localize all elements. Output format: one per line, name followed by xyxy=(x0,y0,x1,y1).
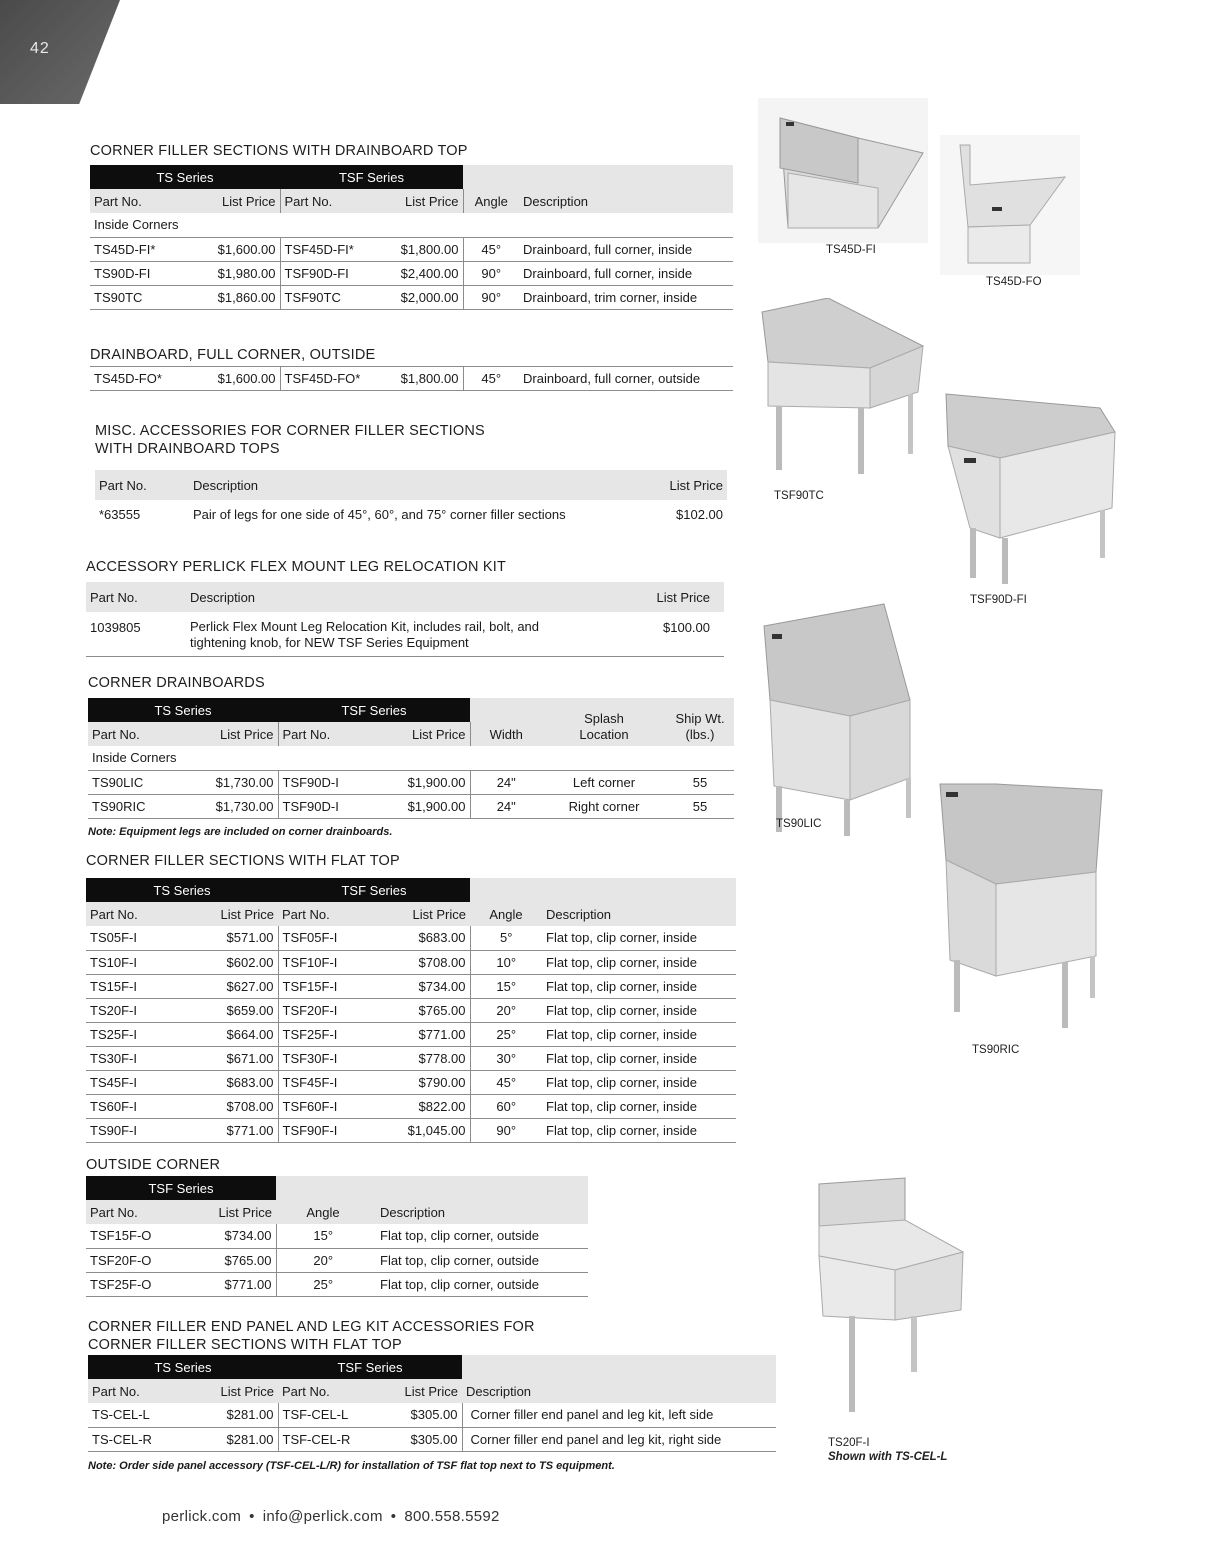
cell: TSF45D-FI* xyxy=(280,237,383,261)
footer-phone: 800.558.5592 xyxy=(404,1508,500,1525)
tsf-series-header: TSF Series xyxy=(278,1355,462,1379)
corner-drainboards-table xyxy=(88,698,734,819)
table-row xyxy=(86,1118,736,1142)
cell: 25° xyxy=(276,1272,370,1296)
section-title: CORNER FILLER SECTIONS WITH FLAT TOP xyxy=(88,1337,402,1353)
cell: $664.00 xyxy=(192,1022,278,1046)
cell: $571.00 xyxy=(192,926,278,950)
table-row xyxy=(86,1046,736,1070)
cell: $765.00 xyxy=(192,1248,276,1272)
cell: TSF45F-I xyxy=(278,1070,386,1094)
outside-corner-section xyxy=(86,1156,588,1297)
product-image-tsf90tc xyxy=(758,298,938,478)
cell: TS90LIC xyxy=(88,770,192,794)
cell: TS-CEL-R xyxy=(88,1427,190,1451)
section-title: CORNER FILLER SECTIONS WITH DRAINBOARD TOP xyxy=(90,143,468,159)
table-row xyxy=(86,998,736,1022)
col-header: Width xyxy=(470,722,542,746)
section-title: WITH DRAINBOARD TOPS xyxy=(95,441,280,457)
ship-header xyxy=(666,698,734,746)
table-row xyxy=(86,1022,736,1046)
cell: TS45D-FO* xyxy=(90,367,196,391)
col-header: List Price xyxy=(386,902,470,926)
misc-table xyxy=(95,470,727,528)
col-header: List Price xyxy=(383,189,463,213)
cell: Flat top, clip corner, inside xyxy=(542,1070,736,1094)
cell: $2,000.00 xyxy=(383,285,463,309)
cell: 15° xyxy=(470,974,542,998)
cell: TS90D-FI xyxy=(90,261,196,285)
cell: TS45F-I xyxy=(86,1070,192,1094)
col-header: Location xyxy=(579,727,629,742)
corner-drainboard-left-illustration xyxy=(760,600,920,840)
cell: 24" xyxy=(470,794,542,818)
cell: TSF20F-I xyxy=(278,998,386,1022)
cell: $281.00 xyxy=(190,1403,278,1427)
header-filler xyxy=(276,1176,588,1200)
cell: TS60F-I xyxy=(86,1094,192,1118)
outside-drainboard-section xyxy=(90,346,733,391)
outside-corner-table xyxy=(86,1176,588,1297)
cell: Flat top, clip corner, inside xyxy=(542,926,736,950)
cell: 45° xyxy=(463,237,519,261)
cell: TSF10F-I xyxy=(278,950,386,974)
section-title: ACCESSORY PERLICK FLEX MOUNT LEG RELOCATION KIT xyxy=(86,559,507,575)
table-row xyxy=(86,1070,736,1094)
ts-series-header: TS Series xyxy=(90,165,280,189)
cell: TS90TC xyxy=(90,285,196,309)
col-header: Part No. xyxy=(88,1379,190,1403)
cell: $708.00 xyxy=(192,1094,278,1118)
cell: Drainboard, full corner, inside xyxy=(519,237,733,261)
flex-mount-table xyxy=(86,582,724,657)
cell: $305.00 xyxy=(382,1427,462,1451)
ts-series-header: TS Series xyxy=(88,1355,278,1379)
cell: TSF45D-FO* xyxy=(280,367,383,391)
subhead: Inside Corners xyxy=(90,213,733,237)
cell: 60° xyxy=(470,1094,542,1118)
cell: TSF-CEL-L xyxy=(278,1403,382,1427)
header-filler xyxy=(470,698,542,722)
cell: TS15F-I xyxy=(86,974,192,998)
flat-top-corner-illustration xyxy=(815,1174,965,1434)
table-row xyxy=(86,1272,588,1296)
cell: TSF90D-I xyxy=(278,770,388,794)
cell: $100.00 xyxy=(663,620,710,635)
cell: TSF30F-I xyxy=(278,1046,386,1070)
splash-header xyxy=(542,698,666,746)
product-image-ts20f-i xyxy=(815,1174,965,1434)
footer-email-link[interactable]: info@perlick.com xyxy=(262,1508,383,1525)
table-row xyxy=(86,926,736,950)
desc-line: Perlick Flex Mount Leg Relocation Kit, includes rail, bolt, and xyxy=(190,619,540,634)
table-row xyxy=(86,974,736,998)
cell: TSF05F-I xyxy=(278,926,386,950)
cell: $683.00 xyxy=(192,1070,278,1094)
cell: 90° xyxy=(463,285,519,309)
cell: Pair of legs for one side of 45°, 60°, and 75° corner filler sections xyxy=(193,506,566,522)
outside-corner-body xyxy=(86,1224,588,1296)
table-row xyxy=(86,1224,588,1248)
cell: TS45D-FI* xyxy=(90,237,196,261)
desc-line: tightening knob, for NEW TSF Series Equipment xyxy=(190,635,469,650)
cell: $305.00 xyxy=(382,1403,462,1427)
corner-filler-drainboard-illustration xyxy=(758,98,928,243)
col-header: Ship Wt. xyxy=(675,711,725,726)
cell: $771.00 xyxy=(192,1272,276,1296)
col-header: Splash xyxy=(584,711,624,726)
cell: TS10F-I xyxy=(86,950,192,974)
end-panel-table xyxy=(88,1355,776,1452)
product-image-ts45d-fi xyxy=(758,98,928,243)
section-title: DRAINBOARD, FULL CORNER, OUTSIDE xyxy=(90,347,376,363)
footer-website-link[interactable]: perlick.com xyxy=(162,1508,242,1525)
cell: $790.00 xyxy=(386,1070,470,1094)
col-header: Part No. xyxy=(278,902,386,926)
table-row xyxy=(88,770,734,794)
cell: $1,600.00 xyxy=(196,237,280,261)
misc-accessories-section xyxy=(95,422,727,528)
col-header: Angle xyxy=(276,1200,370,1224)
cell: 15° xyxy=(276,1224,370,1248)
table-row xyxy=(90,367,733,391)
section-title: OUTSIDE CORNER xyxy=(86,1157,221,1173)
cell: TSF25F-I xyxy=(278,1022,386,1046)
cell: TSF90D-FI xyxy=(280,261,383,285)
col-header: Part No. xyxy=(86,1200,192,1224)
col-header: List Price xyxy=(192,1200,276,1224)
caption: TSF90TC xyxy=(774,490,824,502)
cell: $1,800.00 xyxy=(383,237,463,261)
cell: 55 xyxy=(666,770,734,794)
tsf-series-header: TSF Series xyxy=(278,698,470,722)
col-header: List Price xyxy=(637,470,727,500)
cell: Drainboard, full corner, inside xyxy=(519,261,733,285)
cell: $1,980.00 xyxy=(196,261,280,285)
caption: TS90RIC xyxy=(972,1044,1020,1056)
end-panel-section xyxy=(88,1318,776,1472)
col-header: Part No. xyxy=(90,189,196,213)
cell: $671.00 xyxy=(192,1046,278,1070)
col-header: Part No. xyxy=(86,902,192,926)
cell: 1039805 xyxy=(90,620,141,635)
cell: $765.00 xyxy=(386,998,470,1022)
cell: 20° xyxy=(470,998,542,1022)
caption-group xyxy=(828,1436,947,1464)
footer xyxy=(162,1508,500,1525)
cell: *63555 xyxy=(99,506,141,522)
cell: TSF-CEL-R xyxy=(278,1427,382,1451)
ts-series-header: TS Series xyxy=(88,698,278,722)
col-header: Description xyxy=(462,1379,776,1403)
flat-top-table xyxy=(86,878,736,1143)
cell: TSF90TC xyxy=(280,285,383,309)
cell: $281.00 xyxy=(190,1427,278,1451)
col-header: List Price xyxy=(192,902,278,926)
table-row xyxy=(90,261,733,285)
cell: Flat top, clip corner, inside xyxy=(542,974,736,998)
cell: 24" xyxy=(470,770,542,794)
drainboard-section xyxy=(90,142,733,310)
col-header: Part No. xyxy=(280,189,383,213)
cell: 90° xyxy=(463,261,519,285)
corner-drainboard-right-illustration xyxy=(936,780,1106,1035)
cell: 10° xyxy=(470,950,542,974)
cell: $1,600.00 xyxy=(196,367,280,391)
cell: TSF90F-I xyxy=(278,1118,386,1142)
cell: TSF15F-O xyxy=(86,1224,192,1248)
product-image-ts45d-fo xyxy=(940,135,1080,275)
ts-series-header: TS Series xyxy=(86,878,278,902)
cell: 55 xyxy=(666,794,734,818)
note: Note: Order side panel accessory (TSF-CEL-L/R) for installation of TSF flat top next to TS equipment. xyxy=(88,1459,615,1472)
table-row xyxy=(88,1403,776,1427)
col-header: (lbs.) xyxy=(685,727,715,742)
cell: Flat top, clip corner, outside xyxy=(370,1248,588,1272)
col-header: Description xyxy=(542,902,736,926)
cell: $734.00 xyxy=(192,1224,276,1248)
cell: $1,730.00 xyxy=(192,770,278,794)
product-image-ts90lic xyxy=(760,600,920,840)
section-title: CORNER FILLER END PANEL AND LEG KIT ACCESSORIES FOR xyxy=(88,1319,535,1335)
cell: $1,860.00 xyxy=(196,285,280,309)
cell: $734.00 xyxy=(386,974,470,998)
cell: $771.00 xyxy=(192,1118,278,1142)
header-filler xyxy=(470,878,736,902)
col-header: List Price xyxy=(634,582,724,612)
outside-drainboard-table xyxy=(90,366,733,391)
col-header: List Price xyxy=(192,722,278,746)
header-filler xyxy=(462,1355,776,1379)
cell: Drainboard, full corner, outside xyxy=(519,367,733,391)
col-header: List Price xyxy=(190,1379,278,1403)
cell: $683.00 xyxy=(386,926,470,950)
cell: 20° xyxy=(276,1248,370,1272)
col-header: Description xyxy=(370,1200,588,1224)
col-header: List Price xyxy=(196,189,280,213)
cell: Drainboard, trim corner, inside xyxy=(519,285,733,309)
caption: TS90LIC xyxy=(776,818,822,830)
col-header: Angle xyxy=(470,902,542,926)
cell: Flat top, clip corner, outside xyxy=(370,1272,588,1296)
cell: Flat top, clip corner, inside xyxy=(542,1118,736,1142)
tsf-series-header: TSF Series xyxy=(86,1176,276,1200)
cell: TS05F-I xyxy=(86,926,192,950)
cell: TS90RIC xyxy=(88,794,192,818)
cell: $602.00 xyxy=(192,950,278,974)
caption: TSF90D-FI xyxy=(970,594,1027,606)
cell: TS30F-I xyxy=(86,1046,192,1070)
corner-drainboards-section xyxy=(88,674,734,838)
cell: $822.00 xyxy=(386,1094,470,1118)
col-header: Angle xyxy=(463,189,519,213)
cell: 45° xyxy=(463,367,519,391)
cell: 45° xyxy=(470,1070,542,1094)
trim-corner-illustration xyxy=(758,298,938,478)
corner-filler-outside-illustration xyxy=(940,135,1080,275)
drainboard-table xyxy=(90,165,733,310)
page-corner-tab xyxy=(0,0,120,104)
section-title: CORNER FILLER SECTIONS WITH FLAT TOP xyxy=(86,853,400,869)
cell: TS90F-I xyxy=(86,1118,192,1142)
table-row xyxy=(88,1427,776,1451)
col-header: Part No. xyxy=(86,582,186,612)
cell: Left corner xyxy=(542,770,666,794)
cell: Flat top, clip corner, inside xyxy=(542,1022,736,1046)
cell: $771.00 xyxy=(386,1022,470,1046)
cell: $627.00 xyxy=(192,974,278,998)
cell: 30° xyxy=(470,1046,542,1070)
caption: TS45D-FI xyxy=(826,244,876,256)
cell: Flat top, clip corner, outside xyxy=(370,1224,588,1248)
flat-top-section xyxy=(86,852,736,1143)
section-title: MISC. ACCESSORIES FOR CORNER FILLER SECTIONS xyxy=(95,423,485,439)
table-row xyxy=(86,1094,736,1118)
flat-top-body xyxy=(86,926,736,1142)
col-header: Description xyxy=(519,189,733,213)
table-row xyxy=(95,500,727,528)
col-header: Part No. xyxy=(278,722,388,746)
cell: TSF90D-I xyxy=(278,794,388,818)
cell: $1,730.00 xyxy=(192,794,278,818)
page-number: 42 xyxy=(30,40,50,57)
table-row xyxy=(90,285,733,309)
cell: Flat top, clip corner, inside xyxy=(542,1094,736,1118)
table-row xyxy=(88,794,734,818)
cell: TS20F-I xyxy=(86,998,192,1022)
col-header: Part No. xyxy=(95,470,189,500)
note: Note: Equipment legs are included on corner drainboards. xyxy=(88,825,393,838)
col-header: Part No. xyxy=(88,722,192,746)
col-header: Part No. xyxy=(278,1379,382,1403)
section-title: CORNER DRAINBOARDS xyxy=(88,675,265,691)
cell: $102.00 xyxy=(676,506,723,522)
cell: $778.00 xyxy=(386,1046,470,1070)
product-image-tsf90d-fi xyxy=(940,388,1120,588)
col-header: Description xyxy=(186,582,634,612)
cell: 25° xyxy=(470,1022,542,1046)
subhead: Inside Corners xyxy=(88,746,734,770)
cell: $1,800.00 xyxy=(383,367,463,391)
cell: TSF20F-O xyxy=(86,1248,192,1272)
col-header: List Price xyxy=(388,722,470,746)
cell: Right corner xyxy=(542,794,666,818)
table-row xyxy=(90,237,733,261)
cell: TS25F-I xyxy=(86,1022,192,1046)
table-row xyxy=(86,950,736,974)
caption: TS20F-I xyxy=(828,1437,870,1449)
cell: $659.00 xyxy=(192,998,278,1022)
cell: TSF15F-I xyxy=(278,974,386,998)
caption-sub: Shown with TS-CEL-L xyxy=(828,1451,948,1463)
flex-mount-section xyxy=(86,558,724,657)
table-row xyxy=(86,1248,588,1272)
cell: Flat top, clip corner, inside xyxy=(542,998,736,1022)
cell: Flat top, clip corner, inside xyxy=(542,1046,736,1070)
header-filler xyxy=(463,165,733,189)
caption: TS45D-FO xyxy=(986,276,1042,288)
tsf-series-header: TSF Series xyxy=(278,878,470,902)
col-header: List Price xyxy=(382,1379,462,1403)
cell: TS-CEL-L xyxy=(88,1403,190,1427)
cell: Corner filler end panel and leg kit, right side xyxy=(462,1427,776,1451)
cell: $1,900.00 xyxy=(388,794,470,818)
cell: TSF60F-I xyxy=(278,1094,386,1118)
product-image-ts90ric xyxy=(936,780,1106,1035)
cell: $1,045.00 xyxy=(386,1118,470,1142)
cell: $708.00 xyxy=(386,950,470,974)
cell: Corner filler end panel and leg kit, left side xyxy=(462,1403,776,1427)
col-header: Description xyxy=(189,470,637,500)
cell xyxy=(186,612,634,656)
table-row xyxy=(86,612,724,656)
tsf-series-header: TSF Series xyxy=(280,165,463,189)
cell: TSF25F-O xyxy=(86,1272,192,1296)
cell: 90° xyxy=(470,1118,542,1142)
separator: • xyxy=(390,1508,397,1525)
full-corner-illustration xyxy=(940,388,1120,588)
cell: 5° xyxy=(470,926,542,950)
cell: Flat top, clip corner, inside xyxy=(542,950,736,974)
cell: $2,400.00 xyxy=(383,261,463,285)
cell: $1,900.00 xyxy=(388,770,470,794)
separator: • xyxy=(249,1508,255,1525)
